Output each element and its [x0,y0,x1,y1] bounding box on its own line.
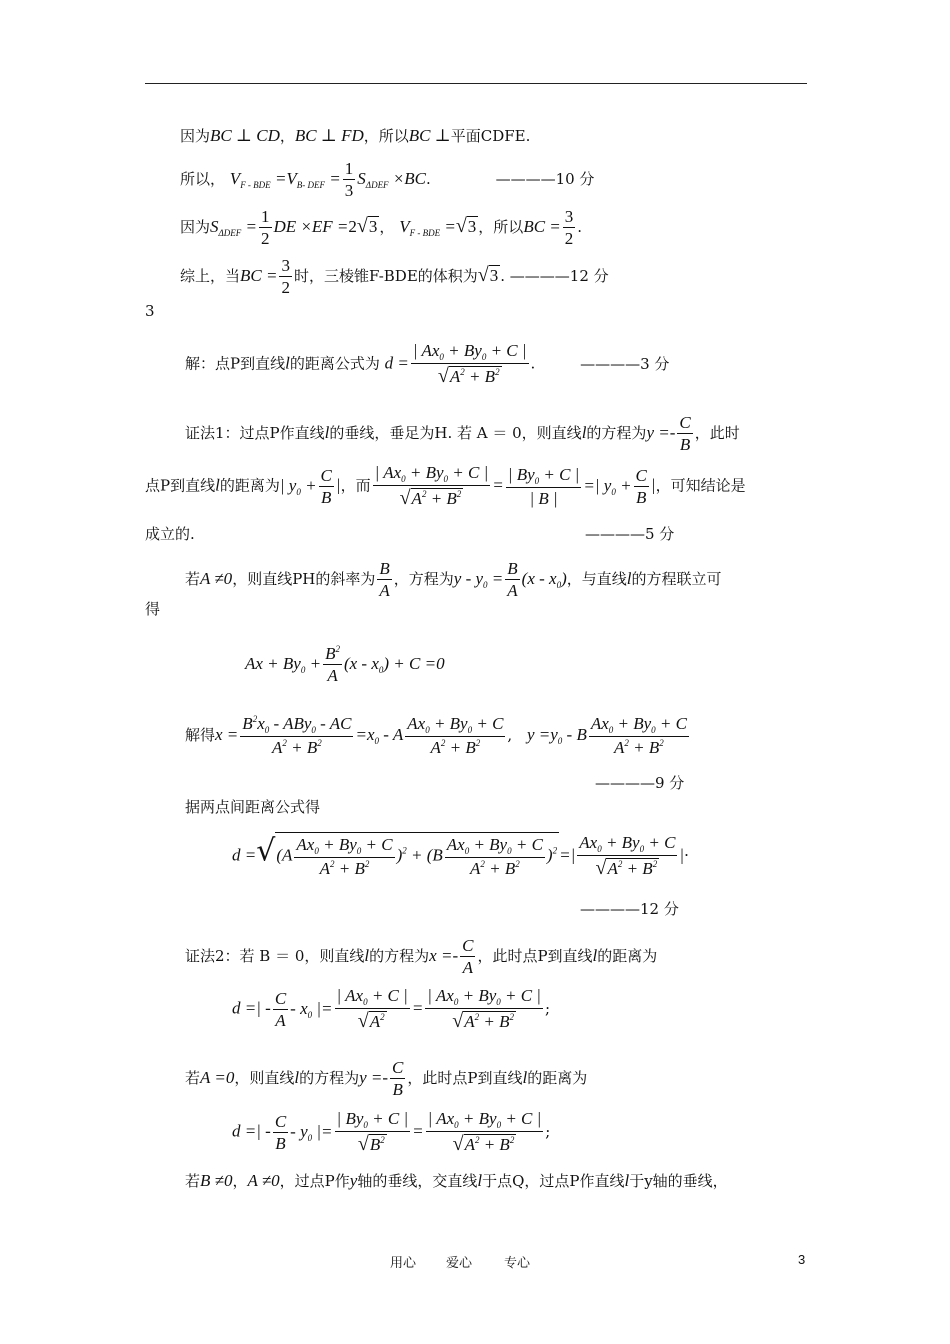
text-line: 因为$S_{\Delta DEF}$ = $\frac{1}{2}$ DE ×EF =2√3 ， $V_{F - BDE} =√3$ ，所以BC = $\frac{3}{2}$ . [180,207,583,249]
equation: $Ax + By_0$ + $\frac{B^2}{A}$ $(x - x_0) + C =0$ [245,644,445,686]
text-line: 得 [145,600,161,618]
text-line: 点P到直线l的距离为| $y_0$ + $\frac{C}{B}$ |，而 $\frac{| Ax_0 + By_0 + C |}{√A^2 + B^2}$ = $\frac{| By_0 + C |}{| B |}$ =| $y_0$ + $\frac{C}{B}$ |，可知结论是 [145,463,746,510]
footer-right: 专心 [504,1256,531,1271]
equation: d =| - $\frac{C}{A}$ - $x_0$ |= $\frac{| Ax_0 + C |}{√A^2}$ = $\frac{| Ax_0 + By_0 + C |}{√A^2 + B^2}$ ; [232,986,551,1033]
footer-mid: 爱心 [446,1256,473,1271]
text-line: ————12 分 [580,900,679,918]
text-line: 若B ≠0，A ≠0，过点P作y轴的垂线，交直线l于点Q，过点P作直线l于y轴的垂线， [185,1171,728,1190]
text-line: 解得x = $\frac{B^2x_0 - ABy_0 - AC}{A^2 + B^2}$ $=x_0 - A$ $\frac{Ax_0 + By_0 + C}{A^2 + B^2}$ , $y =y_0 - B$ $\frac{Ax_0 + By_0 + C}{A^2 + B^2}$ [185,714,687,758]
page-number: 3 [798,1252,806,1267]
text-line: ————9 分 [595,774,685,792]
text-line: 综上，当BC = $\frac{3}{2}$ 时，三棱锥F-BDE的体积为√3 . ————12 分 [180,256,609,298]
header-rule [145,83,807,84]
footer-left: 用心 [390,1256,417,1271]
text-line: 证法1：过点P作直线l的垂线，垂足为H. 若 A ＝ 0，则直线l的方程为y =- $\frac{C}{B}$ ，此时 [185,413,740,455]
text-line: 证法2：若 B ＝ 0，则直线l的方程为x =- $\frac{C}{A}$ ，此时点P到直线l的距离为 [185,936,658,978]
text-line: 成立的. ————5 分 [145,525,675,543]
text-line: 据两点间距离公式得 [185,798,321,816]
text-line: 所以， $V_{F - BDE} =V_{B- DEF}$ = $\frac{1}{3}$ $S_{\Delta DEF} \times BC$. ————10 分 [180,159,595,201]
equation: d =| - $\frac{C}{B}$ - $y_0$ |= $\frac{| By_0 + C |}{√B^2}$ = $\frac{| Ax_0 + By_0 + C |}{√A^2 + B^2}$ ; [232,1109,551,1156]
text-line: 若A ≠0，则直线PH的斜率为 $\frac{B}{A}$ ，方程为y - $y_0$ = $\frac{B}{A}$ $(x - x_0)$，与直线l的方程联立可 [185,559,722,601]
text-line: 若A =0，则直线l的方程为y =- $\frac{C}{B}$ ，此时点P到直线l的距离为 [185,1058,588,1100]
equation: d =√(A $\frac{Ax_0 + By_0 + C}{A^2 + B^2}$ )$^2$ + (B $\frac{Ax_0 + By_0 + C}{A^2 + B^2}$ )$^2$ =| $\frac{Ax_0 + By_0 + C}{√A^2 + B^2}$ |· [232,833,689,880]
text-line: 解：点P到直线l的距离公式为 d = $\frac{| Ax_0 + By_0 + C |}{√A^2 + B^2}$ . ————3 分 [185,341,670,388]
text-line: 因为BC ⊥ CD，BC ⊥ FD，所以BC ⊥平面CDFE. [180,126,531,145]
section-number: 3 [145,302,155,320]
